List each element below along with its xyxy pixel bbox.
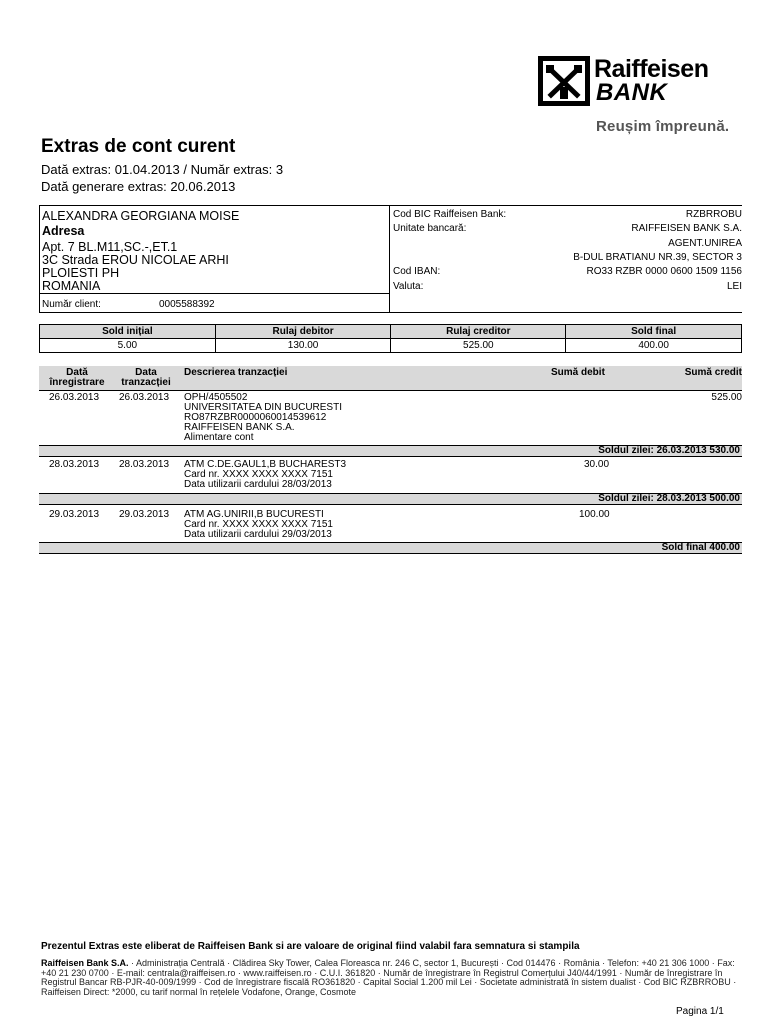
header-credit: Sumă credit xyxy=(684,367,742,378)
description-line: Data utilizarii cardului 29/03/2013 xyxy=(184,529,332,540)
description-line: Card nr. XXXX XXXX XXXX 7151 xyxy=(184,469,333,480)
statement-generation-date: Dată generare extras: 20.06.2013 xyxy=(41,179,236,194)
unit-line: AGENT.UNIREA xyxy=(668,238,742,249)
statement-date-number: Dată extras: 01.04.2013 / Număr extras: 3 xyxy=(41,162,284,177)
currency-value: LEI xyxy=(726,281,742,292)
description-line: Card nr. XXXX XXXX XXXX 7151 xyxy=(184,519,333,530)
description-line: UNIVERSITATEA DIN BUCURESTI xyxy=(184,402,342,413)
client-number-label: Număr client: xyxy=(42,299,101,310)
tx-date: 26.03.2013 xyxy=(119,392,170,403)
description-line: RAIFFEISEN BANK S.A. xyxy=(184,422,295,433)
description-line: Alimentare cont xyxy=(184,432,254,443)
description-line: ATM AG.UNIRII,B BUCURESTI xyxy=(184,509,324,520)
table-row xyxy=(39,460,742,490)
reg-date: 26.03.2013 xyxy=(49,392,100,403)
debit-amount: 100.00 xyxy=(579,509,610,520)
summary-value: 130.00 xyxy=(215,339,391,353)
footer-legal-text xyxy=(41,959,743,997)
brand-bank: BANK xyxy=(596,79,668,106)
header-tx-date: Data tranzacției xyxy=(121,367,171,388)
table-row xyxy=(39,510,742,540)
currency-label: Valuta: xyxy=(393,281,424,292)
tx-date: 29.03.2013 xyxy=(119,509,170,520)
day-balance-bar xyxy=(39,445,742,457)
final-balance-bar xyxy=(39,542,742,554)
page-title: Extras de cont curent xyxy=(41,136,236,157)
page-number: Pagina 1/1 xyxy=(676,1006,724,1017)
iban-value: RO33 RZBR 0000 0600 1509 1156 xyxy=(586,266,742,277)
summary-value: 525.00 xyxy=(391,339,566,353)
divider xyxy=(39,390,742,391)
day-balance: Soldul zilei: 26.03.2013 530.00 xyxy=(598,445,740,456)
reg-date: 29.03.2013 xyxy=(49,509,100,520)
summary-value: 5.00 xyxy=(40,339,216,353)
footer-legal-company: Raiffeisen Bank S.A. xyxy=(41,958,129,968)
description-line: ATM C.DE.GAUL1,B BUCHAREST3 xyxy=(184,459,347,470)
brand-name: Raiffeisen xyxy=(594,55,709,83)
debit-amount: 30.00 xyxy=(584,459,610,470)
address-line: Apt. 7 BL.M11,SC.-,ET.1 xyxy=(42,240,178,254)
iban-label: Cod IBAN: xyxy=(393,266,441,277)
address-line: PLOIESTI PH xyxy=(42,266,120,280)
client-number: 0005588392 xyxy=(159,299,215,310)
tx-date: 28.03.2013 xyxy=(119,459,170,470)
header-debit: Sumă debit xyxy=(551,367,605,378)
divider xyxy=(40,293,389,294)
brand-tagline: Reușim împreună. xyxy=(596,118,730,135)
bank-info-box xyxy=(390,205,742,313)
bic-value: RZBRROBU xyxy=(685,209,742,220)
header-reg-date: Dată înregistrare xyxy=(49,367,105,388)
final-balance: Sold final 400.00 xyxy=(661,542,740,553)
summary-header: Sold final xyxy=(566,325,742,339)
summary-header: Rulaj creditor xyxy=(391,325,566,339)
footer-legal-details: · Administrația Centrală · Clădirea Sky Tower, Calea Floreasca nr. 246 C, sector 1, București · Cod 014476 · România · Telefon: +40 21 306 1000 · Fax: +40 21 230 0700 · E-mail: centrala@raiffeisen.ro · www.raiffeisen.ro · C.U.I. 361820 · Număr de înregistrare în Registrul Comerțului J40/44/1991 · Număr de înregistrare în Registrul Bancar RB-PJR-40-009/1999 · Cod de înregistrare fiscală RO361820 · Capital Social 1.200 mil Lei · Societate administrată în sistem dualist · Cod BIC RZBRROBU · Raiffeisen Direct: *2000, cu tarif normal în rețelele Vodafone, Orange, Cosmote xyxy=(41,958,737,997)
day-balance: Soldul zilei: 28.03.2013 500.00 xyxy=(598,493,740,504)
header-description: Descrierea tranzacției xyxy=(184,367,288,378)
description-line: RO87RZBR0000060014539612 xyxy=(184,412,327,423)
summary-header: Rulaj debitor xyxy=(215,325,391,339)
address-line: 3C Strada EROU NICOLAE ARHI xyxy=(42,253,229,267)
day-balance-bar xyxy=(39,493,742,505)
table-row xyxy=(39,393,742,443)
bank-logo xyxy=(538,56,738,136)
unit-line: RAIFFEISEN BANK S.A. xyxy=(631,223,742,234)
transactions-header xyxy=(39,366,742,390)
summary-value: 400.00 xyxy=(566,339,742,353)
description-line: OPH/4505502 xyxy=(184,392,248,403)
address-label: Adresa xyxy=(42,224,85,238)
client-name: ALEXANDRA GEORGIANA MOISE xyxy=(42,209,240,223)
description-line: Data utilizarii cardului 28/03/2013 xyxy=(184,479,332,490)
unit-line: B-DUL BRATIANU NR.39, SECTOR 3 xyxy=(573,252,742,263)
address-line: ROMANIA xyxy=(42,279,101,293)
raiffeisen-gable-cross-icon xyxy=(538,56,590,106)
balance-summary-table xyxy=(39,324,742,353)
reg-date: 28.03.2013 xyxy=(49,459,100,470)
summary-header: Sold inițial xyxy=(40,325,216,339)
unit-label: Unitate bancară: xyxy=(393,223,467,234)
footer-note: Prezentul Extras este eliberat de Raiffeisen Bank si are valoare de original fiind valabil fara semnatura si stampila xyxy=(41,941,580,952)
bic-label: Cod BIC Raiffeisen Bank: xyxy=(393,209,507,220)
credit-amount: 525.00 xyxy=(711,392,742,403)
client-info-box xyxy=(39,205,390,313)
